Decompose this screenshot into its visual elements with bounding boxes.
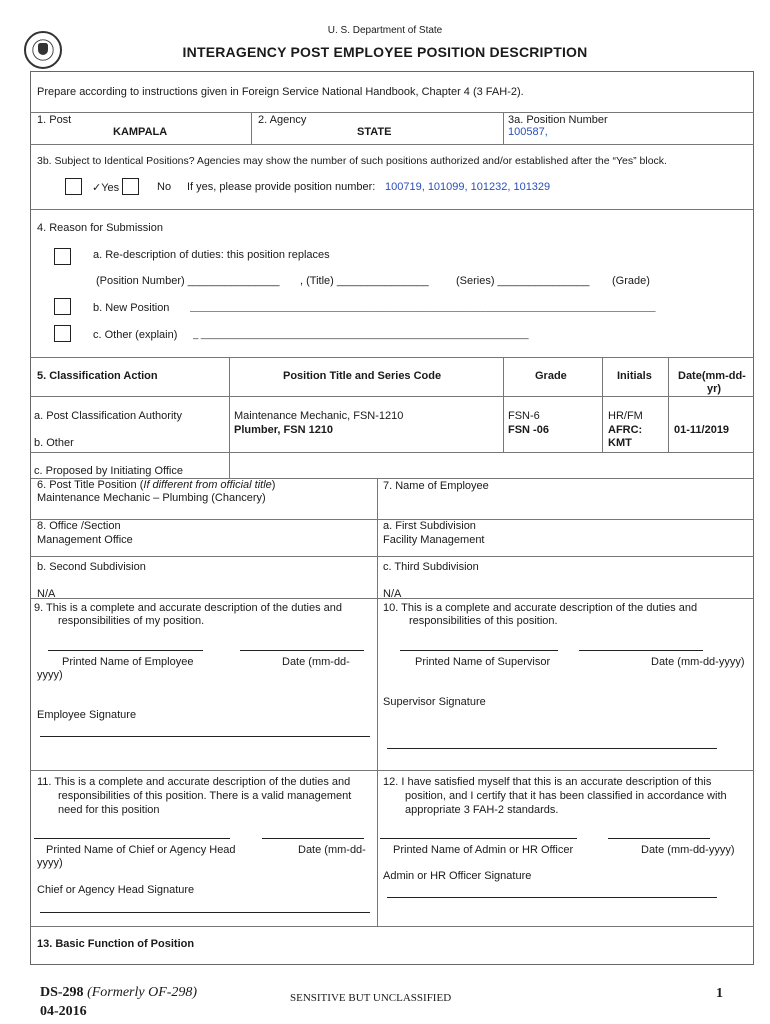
office-section-label: 8. Office /Section [37, 520, 121, 532]
position-number-value[interactable]: 100587, [508, 126, 548, 138]
col-title-header: Position Title and Series Code [283, 370, 442, 382]
rule [30, 926, 754, 927]
first-subdivision-label: a. First Subdivision [383, 520, 476, 532]
reason-label: 4. Reason for Submission [37, 222, 163, 234]
supervisor-date-label: Date (mm-dd-yyyy) [651, 656, 745, 668]
redescription-label: a. Re-description of duties: this position replaces [93, 249, 330, 261]
employee-signature-line[interactable] [40, 736, 370, 737]
chief-signature-label: Chief or Agency Head Signature [37, 884, 195, 896]
chief-cert-text-2: responsibilities of this position. There is a valid management [58, 790, 352, 802]
rule [229, 357, 230, 478]
basic-function-label: 13. Basic Function of Position [37, 938, 195, 950]
third-subdivision-value[interactable]: N/A [383, 588, 402, 600]
col-grade-header: Grade [535, 370, 567, 382]
new-position-line[interactable]: _____________________________________________________________________________________________ [190, 302, 656, 312]
post-value[interactable]: KAMPALA [113, 126, 168, 138]
row-proposed: c. Proposed by Initiating Office [34, 465, 183, 477]
agency-value[interactable]: STATE [357, 126, 392, 138]
replaced-grade[interactable]: (Grade) [612, 275, 650, 287]
hr-cert-text-3: appropriate 3 FAH-2 standards. [405, 804, 559, 816]
second-subdivision-value[interactable]: N/A [37, 588, 56, 600]
hr-signature-label: Admin or HR Officer Signature [383, 870, 532, 882]
form-number: DS-298 (Formerly OF-298) [40, 985, 198, 1000]
yes-checkbox[interactable] [122, 178, 139, 195]
instructions-text: Prepare according to instructions given in Foreign Service National Handbook, Chapter 4 (3 FAH-2). [37, 86, 524, 98]
other-checkbox[interactable] [54, 325, 71, 342]
initials-value-1[interactable]: HR/FM [608, 410, 643, 422]
supervisor-signature-line[interactable] [387, 748, 717, 749]
grade-value-1[interactable]: FSN-6 [508, 410, 540, 422]
form-date: 04-2016 [40, 1004, 87, 1019]
agency-label: 2. Agency [258, 114, 307, 126]
employee-cert-text-1: 9. This is a complete and accurate description of the duties and [34, 602, 342, 614]
supervisor-date-line[interactable] [579, 650, 703, 651]
row-other: b. Other [34, 437, 74, 449]
third-subdivision-label: c. Third Subdivision [383, 561, 479, 573]
rule [30, 452, 754, 453]
if-yes-label: If yes, please provide position number: [187, 181, 376, 193]
second-subdivision-label: b. Second Subdivision [37, 561, 146, 573]
supervisor-signature-label: Supervisor Signature [383, 696, 486, 708]
chief-cert-text-1: 11. This is a complete and accurate description of the duties and [37, 776, 351, 788]
new-position-checkbox[interactable] [54, 298, 71, 315]
rule [30, 144, 754, 145]
initials-value-3[interactable]: KMT [608, 437, 632, 449]
employee-name-label: 7. Name of Employee [383, 480, 489, 492]
redescription-checkbox[interactable] [54, 248, 71, 265]
rule [30, 556, 754, 557]
office-section-value[interactable]: Management Office [37, 534, 133, 546]
other-explain-line[interactable]: _ ______________________________________________________________ [193, 329, 529, 340]
page-number: 1 [716, 986, 723, 1001]
hr-printed-name-label: Printed Name of Admin or HR Officer [393, 844, 574, 856]
chief-date-label-2: yyyy) [37, 857, 63, 869]
identical-checkbox[interactable] [65, 178, 82, 195]
supervisor-cert-text-2: responsibilities of this position. [409, 615, 558, 627]
identical-positions-label: 3b. Subject to Identical Positions? Agencies may show the number of such positions authorized and/or established after the “Yes” block. [37, 155, 667, 167]
employee-date-label: Date (mm-dd- [282, 656, 350, 668]
rule [668, 357, 669, 452]
grade-value-2[interactable]: FSN -06 [508, 424, 549, 436]
employee-cert-text-2: responsibilities of my position. [58, 615, 205, 627]
department-name: U. S. Department of State [327, 25, 443, 36]
yes-label: ✓Yes [92, 182, 120, 194]
hr-signature-line[interactable] [387, 897, 717, 898]
rule [30, 112, 754, 113]
rule [503, 357, 504, 452]
supervisor-printed-name-label: Printed Name of Supervisor [415, 656, 551, 668]
hr-cert-text-1: 12. I have satisfied myself that this is an accurate description of this [383, 776, 712, 788]
employee-date-label-2: yyyy) [37, 669, 63, 681]
identical-position-numbers[interactable]: 100719, 101099, 101232, 101329 [385, 181, 551, 193]
title-value-1[interactable]: Maintenance Mechanic, FSN-1210 [234, 410, 404, 422]
employee-printed-name-line[interactable] [48, 650, 203, 651]
hr-cert-text-2: position, and I certify that it has been classified in accordance with [405, 790, 727, 802]
chief-printed-name-line[interactable] [34, 838, 230, 839]
classification-marking: SENSITIVE BUT UNCLASSIFIED [290, 992, 452, 1004]
rule [251, 112, 252, 144]
rule [503, 112, 504, 144]
row-post-classification: a. Post Classification Authority [34, 410, 182, 422]
rule [30, 396, 754, 397]
initials-value-2[interactable]: AFRC: [608, 424, 643, 436]
new-position-label: b. New Position [93, 302, 170, 314]
rule [602, 357, 603, 452]
employee-printed-name-label: Printed Name of Employee [62, 656, 194, 668]
rule [377, 478, 378, 926]
hr-printed-name-line[interactable] [380, 838, 577, 839]
chief-date-label: Date (mm-dd- [298, 844, 366, 856]
first-subdivision-value[interactable]: Facility Management [383, 534, 485, 546]
title-value-2[interactable]: Plumber, FSN 1210 [234, 424, 334, 436]
chief-printed-name-label: Printed Name of Chief or Agency Head [46, 844, 236, 856]
replaced-title[interactable]: , (Title) _______________ [300, 275, 429, 287]
supervisor-printed-name-line[interactable] [400, 650, 558, 651]
post-title-label: 6. Post Title Position (If different from official title) [37, 479, 276, 491]
chief-cert-text-3: need for this position [58, 804, 160, 816]
employee-signature-label: Employee Signature [37, 709, 137, 721]
other-label: c. Other (explain) [93, 329, 178, 341]
col-initials-header: Initials [617, 370, 652, 382]
replaced-position-number[interactable]: (Position Number) _______________ [96, 275, 280, 287]
no-label: No [157, 181, 172, 193]
employee-date-line[interactable] [240, 650, 364, 651]
post-title-value[interactable]: Maintenance Mechanic – Plumbing (Chancery) [37, 492, 266, 504]
chief-signature-line[interactable] [40, 912, 370, 913]
hr-date-line[interactable] [608, 838, 710, 839]
col-date-header: Date(mm-dd- [678, 370, 746, 382]
form-frame [30, 71, 754, 965]
position-number-label: 3a. Position Number [508, 114, 608, 126]
replaced-series[interactable]: (Series) _______________ [456, 275, 590, 287]
hr-date-label: Date (mm-dd-yyyy) [641, 844, 735, 856]
date-value[interactable]: 01-11/2019 [674, 424, 730, 436]
post-label: 1. Post [37, 114, 72, 126]
col-date-header-2: yr) [707, 383, 722, 395]
rule [30, 209, 754, 210]
chief-date-line[interactable] [262, 838, 364, 839]
supervisor-cert-text-1: 10. This is a complete and accurate description of the duties and [383, 602, 698, 614]
classification-label: 5. Classification Action [37, 370, 158, 382]
form-title: INTERAGENCY POST EMPLOYEE POSITION DESCRIPTION [182, 44, 588, 60]
rule [30, 357, 754, 358]
rule [30, 770, 754, 771]
